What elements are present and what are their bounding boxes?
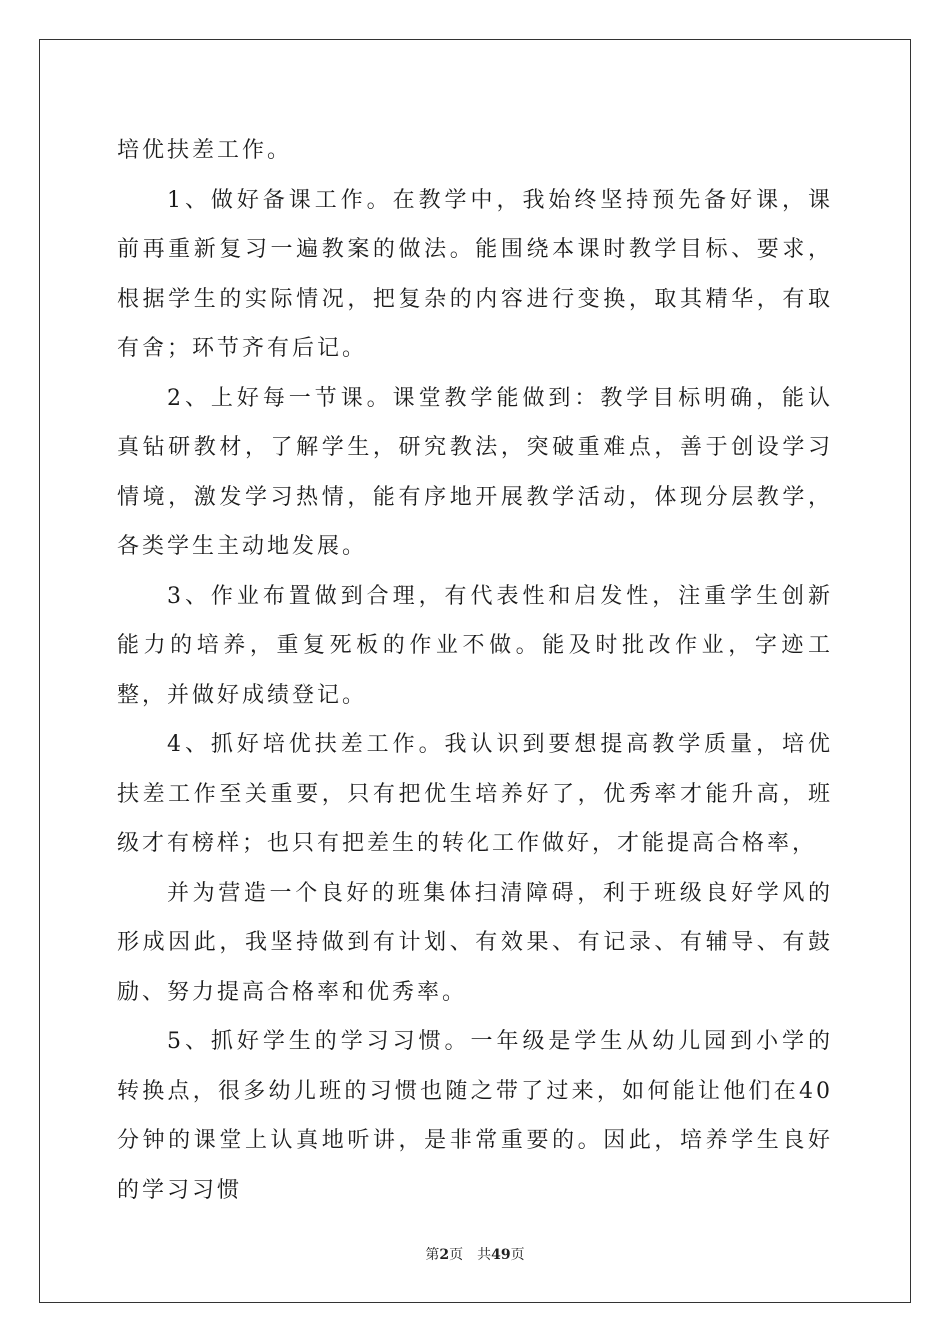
document-body [117,126,833,1215]
paragraph-1: 1、做好备课工作。在教学中，我始终坚持预先备好课，课前再重新复习一遍教案的做法。能围绕本课时教学目标、要求，根据学生的实际情况，把复杂的内容进行变换，取其精华，有取有舍；环节齐有后记。 [117,187,833,361]
paragraph-5: 并为营造一个良好的班集体扫清障碍，利于班级良好学风的形成因此，我坚持做到有计划、有效果、有记录、有辅导、有鼓励、努力提高合格率和优秀率。 [117,880,833,1005]
total-prefix: 共 [477,1247,492,1263]
paragraph-2: 2、上好每一节课。课堂教学能做到：教学目标明确，能认真钻研教材，了解学生，研究教法，突破重难点，善于创设学习情境，激发学习热情，能有序地开展教学活动，体现分层教学，各类学生主动地发展。 [117,385,833,559]
paragraph-4: 4、抓好培优扶差工作。我认识到要想提高教学质量，培优扶差工作至关重要，只有把优生培养好了，优秀率才能升高，班级才有榜样；也只有把差生的转化工作做好，才能提高合格率， [117,732,833,856]
page-suffix: 页 [449,1247,464,1263]
page-prefix: 第 [425,1247,440,1263]
paragraph-6: 5、抓好学生的学习习惯。一年级是学生从幼儿园到小学的转换点，很多幼儿班的习惯也随之带了过来，如何能让他们在40分钟的课堂上认真地听讲，是非常重要的。因此，培养学生良好的学习习惯 [117,1029,833,1203]
page-footer [0,1246,950,1264]
total-suffix: 页 [510,1247,525,1263]
page-number: 2 [439,1247,450,1263]
paragraph-0: 培优扶差工作。 [117,138,293,163]
paragraph-3: 3、作业布置做到合理，有代表性和启发性，注重学生创新能力的培养，重复死板的作业不做。能及时批改作业，字迹工整，并做好成绩登记。 [117,583,833,708]
total-pages: 49 [491,1247,511,1263]
